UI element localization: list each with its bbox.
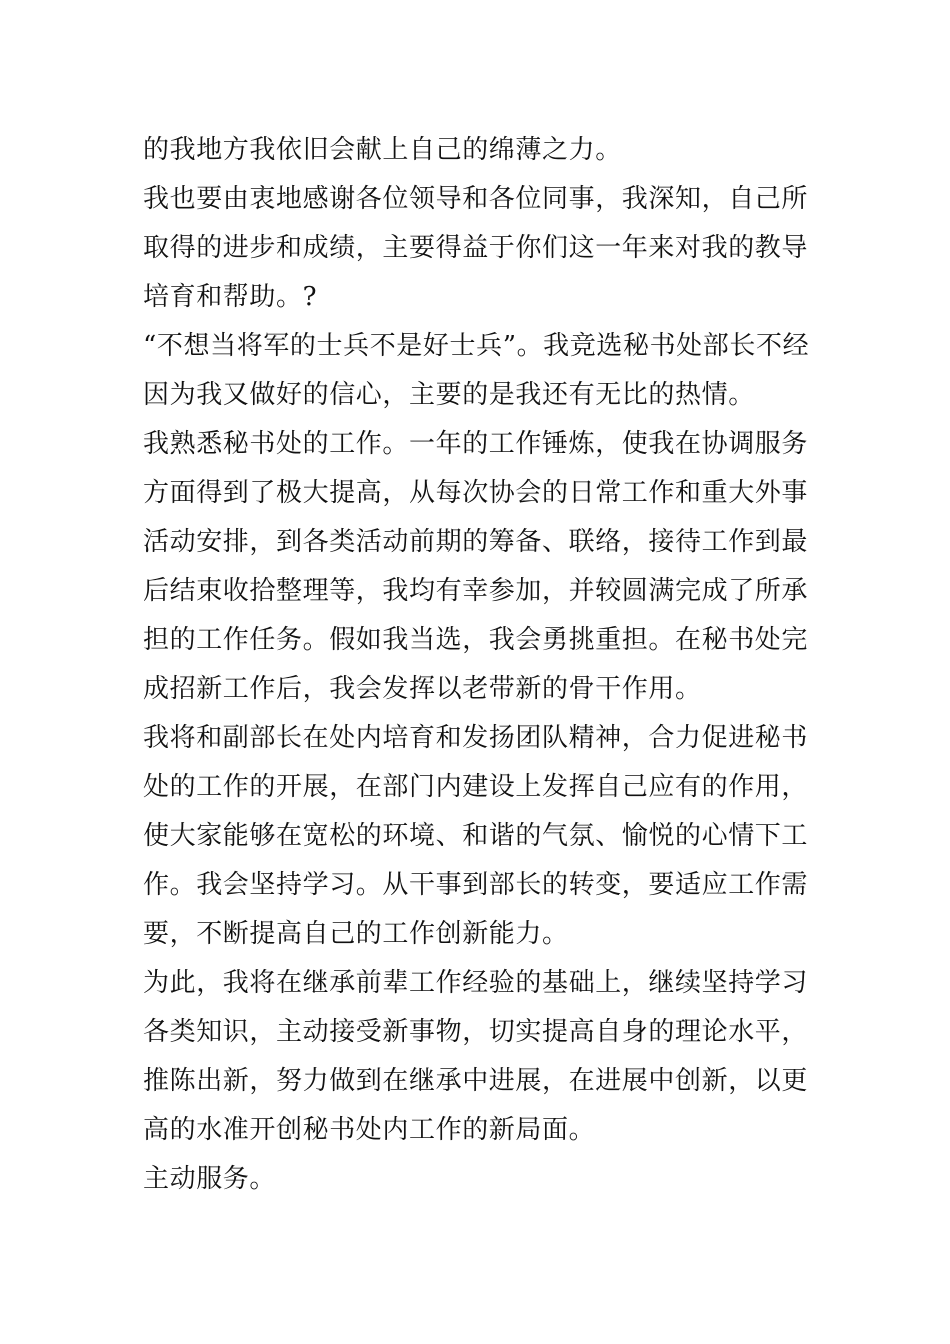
paragraph-2: 我也要由衷地感谢各位领导和各位同事，我深知，自己所取得的进步和成绩，主要得益于你们这一年来对我的教导培育和帮助。? [143, 184, 809, 312]
paragraph-7: 主动服务。 [143, 1164, 277, 1194]
document-body [143, 126, 813, 1204]
paragraph-6: 为此，我将在继承前辈工作经验的基础上，继续坚持学习各类知识，主动接受新事物，切实提高自身的理论水平，推陈出新，努力做到在继承中进展，在进展中创新，以更高的水准开创秘书处内工作的新局面。 [143, 968, 809, 1145]
paragraph-1: 的我地方我依旧会献上自己的绵薄之力。 [143, 135, 622, 165]
paragraph-4: 我熟悉秘书处的工作。一年的工作锤炼，使我在协调服务方面得到了极大提高，从每次协会的日常工作和重大外事活动安排，到各类活动前期的筹备、联络，接待工作到最后结束收拾整理等，我均有幸参加，并较圆满完成了所承担的工作任务。假如我当选，我会勇挑重担。在秘书处完成招新工作后，我会发挥以老带新的骨干作用。 [143, 429, 809, 704]
paragraph-5: 我将和副部长在处内培育和发扬团队精神，合力促进秘书处的工作的开展，在部门内建设上发挥自己应有的作用，使大家能够在宽松的环境、和谐的气氛、愉悦的心情下工作。我会坚持学习。从干事到部长的转变，要适应工作需要，不断提高自己的工作创新能力。 [143, 723, 809, 949]
paragraph-3: “不想当将军的士兵不是好士兵”。我竞选秘书处部长不经因为我又做好的信心，主要的是我还有无比的热情。 [143, 331, 810, 410]
